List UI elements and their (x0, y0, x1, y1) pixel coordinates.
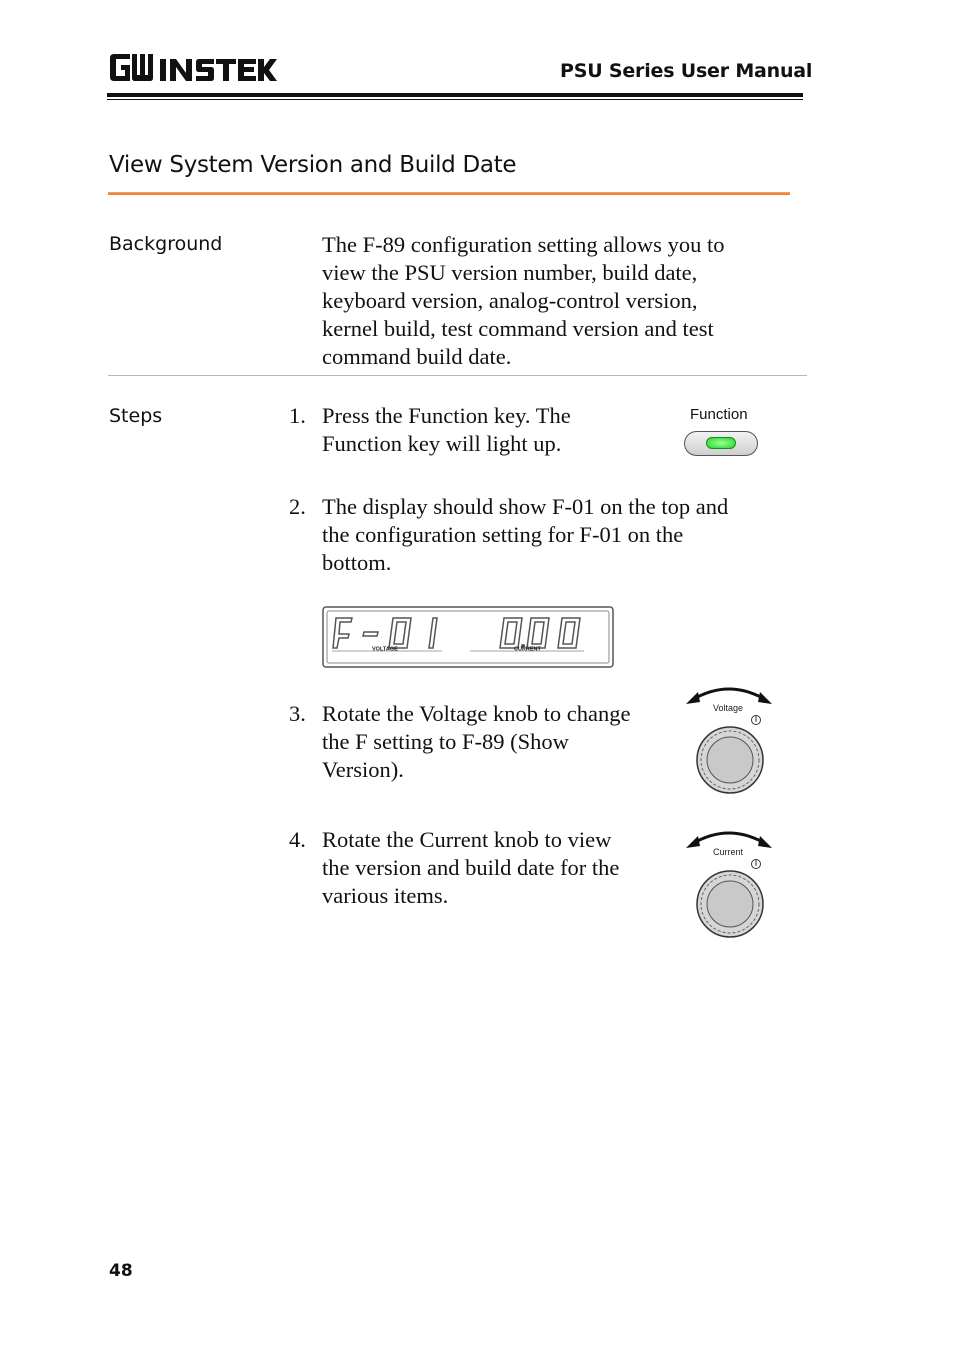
display-voltage-label: VOLTAGE (372, 646, 398, 653)
current-knob-label: Current (713, 847, 744, 857)
rotate-right-arrow-icon (758, 836, 772, 848)
manual-title: PSU Series User Manual (560, 60, 813, 82)
step-line: Rotate the Current knob to view (322, 827, 612, 852)
background-line: keyboard version, analog-control version, (322, 288, 698, 313)
background-line: command build date. (322, 344, 512, 369)
section-title: View System Version and Build Date (109, 152, 517, 178)
background-line: view the PSU version number, build date, (322, 260, 698, 285)
row-divider (108, 375, 807, 376)
voltage-knob (684, 682, 776, 796)
background-line: kernel build, test command version and test (322, 316, 714, 341)
rotate-right-arrow-icon (758, 692, 772, 704)
step-3-text (322, 700, 630, 784)
step-1-text (322, 402, 571, 458)
step-line: the F setting to F-89 (Show (322, 729, 569, 754)
step-line: The display should show F-01 on the top and (322, 494, 729, 519)
step-line: Rotate the Voltage knob to change (322, 701, 631, 726)
voltage-knob-label: Voltage (713, 703, 744, 713)
function-key-label: Function (690, 406, 748, 423)
page-number: 48 (109, 1261, 133, 1281)
step-4-text (322, 826, 619, 910)
background-line: The F-89 configuration setting allows you to (322, 232, 725, 257)
seven-segment-display (322, 606, 614, 668)
step-line: Function key will light up. (322, 431, 562, 456)
step-line: various items. (322, 883, 449, 908)
rotate-left-arrow-icon (686, 836, 700, 848)
background-text (322, 231, 724, 371)
display-current-label: CURRENT (514, 646, 541, 653)
step-line: Version). (322, 757, 404, 782)
current-knob (684, 826, 776, 940)
function-key-led (706, 437, 736, 449)
header-rule (107, 93, 803, 97)
step-line: bottom. (322, 550, 392, 575)
section-title-underline (108, 192, 790, 195)
step-2-text (322, 493, 728, 577)
gw-instek-logo (108, 50, 278, 86)
background-label: Background (109, 233, 223, 255)
step-2-number: 2. (289, 494, 306, 519)
rotate-left-arrow-icon (686, 692, 700, 704)
step-4-number: 4. (289, 827, 306, 852)
header-rule-thin (107, 99, 803, 100)
step-1-number: 1. (289, 403, 306, 428)
function-key-button (684, 431, 758, 456)
step-line: the version and build date for the (322, 855, 620, 880)
step-3-number: 3. (289, 701, 306, 726)
step-line: Press the Function key. The (322, 403, 571, 428)
step-line: the configuration setting for F-01 on the (322, 522, 684, 547)
steps-label: Steps (109, 405, 163, 427)
